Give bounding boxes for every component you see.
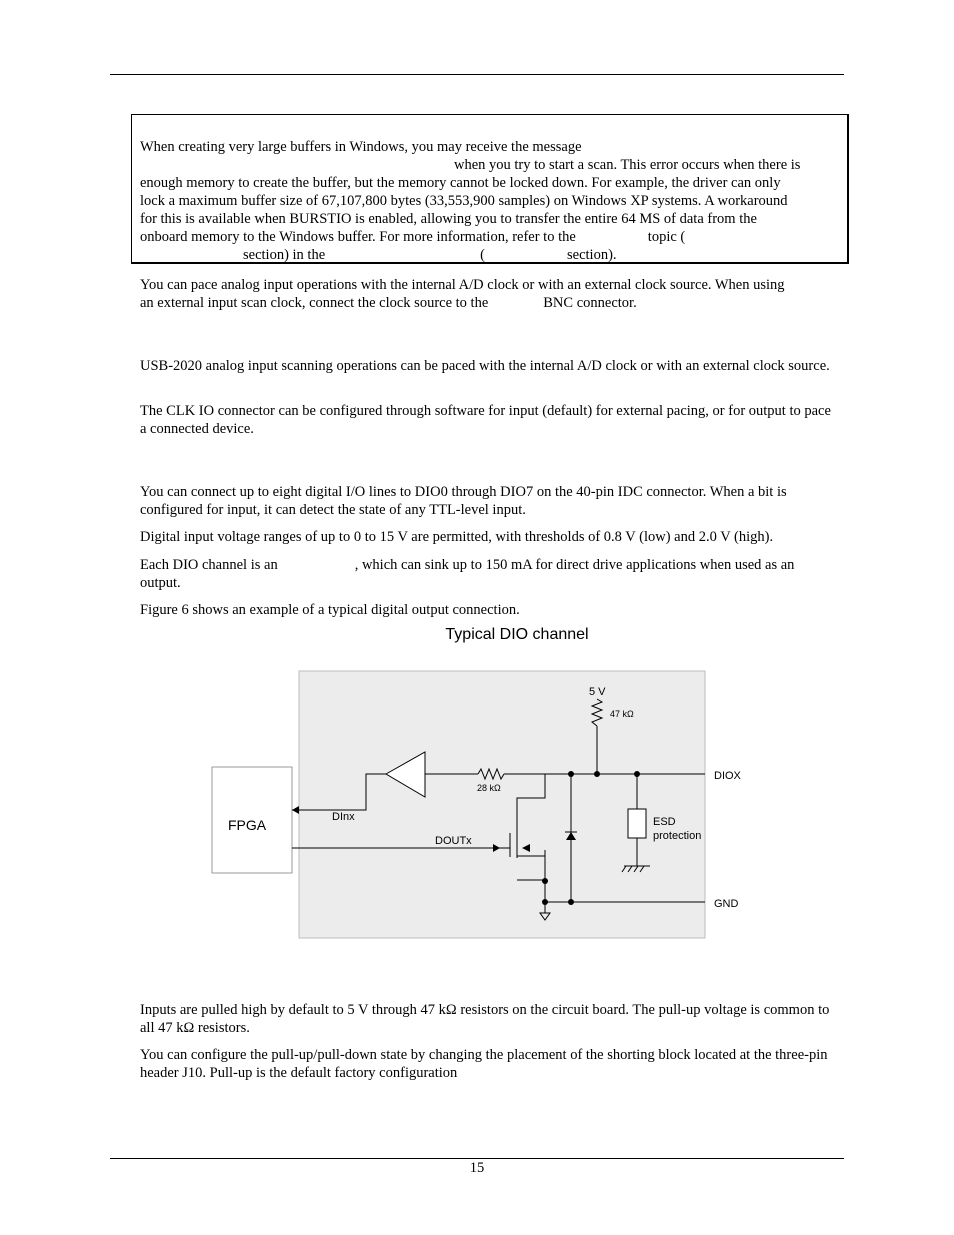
- note-line-3: enough memory to create the buffer, but the memory cannot be locked down. For example, the driver can only: [140, 175, 781, 191]
- para-clk-io: The CLK IO connector can be configured through software for input (default) for external pacing, or for output to pace a connected device.: [140, 403, 831, 437]
- para-pacing-line-2-end: BNC connector.: [543, 295, 637, 311]
- para-dio-channel-line-2: output.: [140, 575, 181, 591]
- para-usb2020-scanning: USB-2020 analog input scanning operations can be paced with the internal A/D clock or with an external clock source.: [140, 358, 830, 374]
- note-line-6-topic: topic (: [647, 229, 686, 245]
- note-line-2-text: when you try to start a scan. This error occurs when there is: [454, 157, 801, 173]
- para-pacing-line-2-text: an external input scan clock, connect the clock source to the: [140, 295, 489, 311]
- note-line-4: lock a maximum buffer size of 67,107,800 bytes (33,553,900 samples) on Windows XP systems. A workaround: [140, 193, 788, 209]
- para-pullup: Inputs are pulled high by default to 5 V through 47 kΩ resistors on the circuit board. The pull-up voltage is common to all 47 kΩ resistors.: [140, 1002, 830, 1036]
- fpga-label: FPGA: [228, 817, 267, 833]
- footer-rule: [110, 1158, 844, 1159]
- para-dio-voltage: Digital input voltage ranges of up to 0 to 15 V are permitted, with thresholds of 0.8 V (low) and 2.0 V (high).: [140, 529, 774, 545]
- note-line-7-paren: (: [480, 247, 485, 263]
- label-dinx: DInx: [332, 811, 355, 823]
- label-esd: ESD: [653, 816, 676, 828]
- note-line-1: When creating very large buffers in Windows, you may receive the message: [140, 139, 582, 155]
- dinx-arrow-icon: [292, 806, 299, 814]
- note-line-5: for this is available when BURSTIO is enabled, allowing you to transfer the entire 64 MS of data from the: [140, 211, 757, 227]
- label-esd-protection: protection: [653, 830, 702, 842]
- note-line-7-section: section) in the: [243, 247, 326, 263]
- para-dio-lines: You can connect up to eight digital I/O lines to DIO0 through DIO7 on the 40-pin IDC connector. When a bit is configured for input, it can detect the state of any TTL-level input.: [140, 484, 787, 518]
- esd-block: [628, 809, 646, 838]
- label-28k: 28 kΩ: [477, 783, 501, 793]
- label-47k: 47 kΩ: [610, 709, 634, 719]
- label-diox: DIOX: [714, 770, 741, 782]
- junction-dot-2: [594, 771, 600, 777]
- para-dio-channel-text: Each DIO channel is an: [140, 557, 278, 573]
- para-pacing-line-1: You can pace analog input operations with the internal A/D clock or with an external clock source. When using: [140, 277, 785, 293]
- junction-dot-1: [568, 771, 574, 777]
- para-pullup-config: You can configure the pull-up/pull-down state by changing the placement of the shorting block located at the three-pin header J10. Pull-up is the default factory configuration: [140, 1047, 828, 1081]
- junction-dot-6: [568, 899, 574, 905]
- page-number: 15: [469, 1160, 485, 1176]
- junction-dot-3: [634, 771, 640, 777]
- label-gnd: GND: [714, 898, 739, 910]
- label-doutx: DOUTx: [435, 835, 472, 847]
- circuit-board-area: [299, 671, 705, 938]
- junction-dot-4: [542, 878, 548, 884]
- figure-title-text: Typical DIO channel: [445, 626, 589, 643]
- label-5v: 5 V: [589, 686, 606, 698]
- note-line-6-text: onboard memory to the Windows buffer. For more information, refer to the: [140, 229, 576, 245]
- junction-dot-5: [542, 899, 548, 905]
- para-figure-ref: Figure 6 shows an example of a typical digital output connection.: [140, 602, 520, 618]
- para-dio-channel-rest: , which can sink up to 150 mA for direct drive applications when used as an: [354, 557, 795, 573]
- note-line-7-end: section).: [567, 247, 617, 263]
